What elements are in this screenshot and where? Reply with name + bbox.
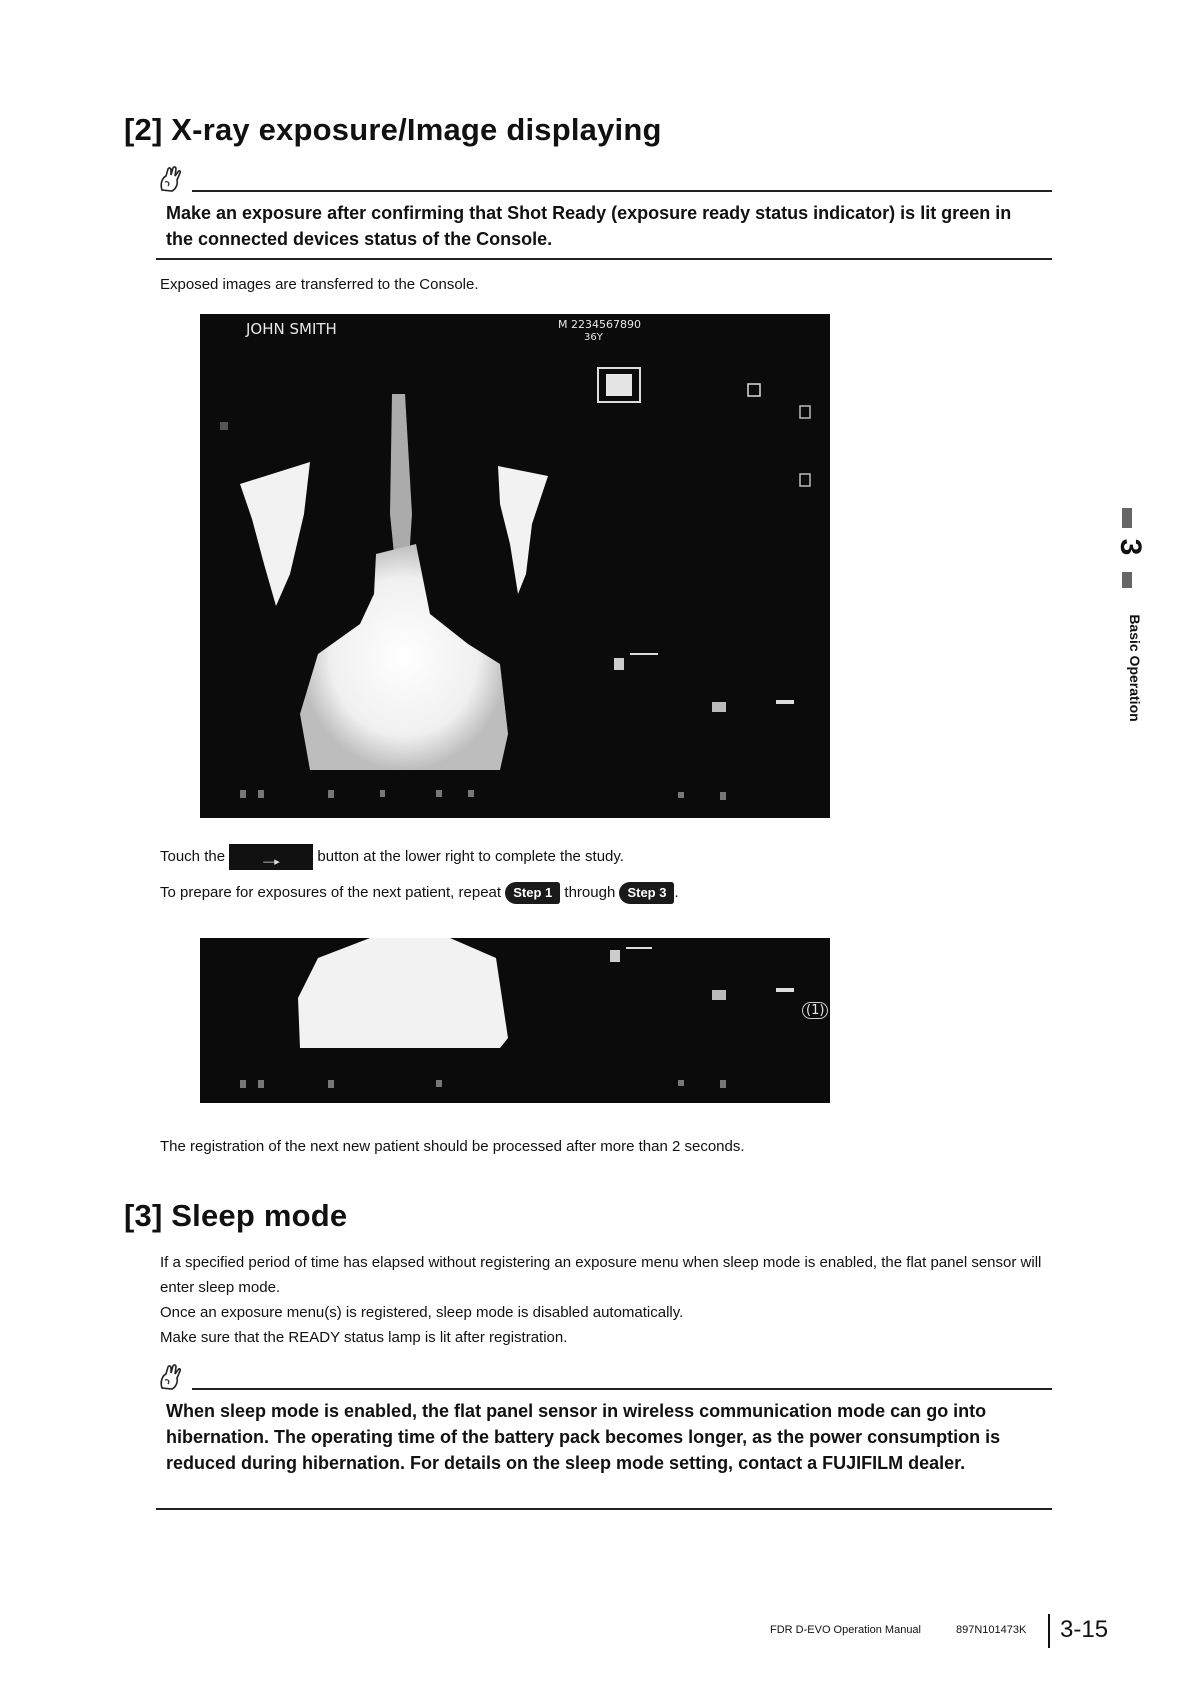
console-screen-2 xyxy=(200,938,830,1103)
sleep-p2: Once an exposure menu(s) is registered, sleep mode is disabled automatically. xyxy=(160,1304,684,1321)
section-3-title: [3] Sleep mode xyxy=(124,1198,348,1233)
touch-suffix: button at the lower right to complete the study. xyxy=(317,848,624,865)
section-2-title: [2] X-ray exposure/Image displaying xyxy=(124,112,662,147)
patient-id: M 2234567890 xyxy=(558,318,641,331)
step1-badge: Step 1 xyxy=(505,882,560,904)
note-top-rule xyxy=(192,1388,1052,1390)
xray-image-cropped xyxy=(200,938,830,1103)
sleep-mode-description xyxy=(160,1250,1060,1350)
footer xyxy=(770,1610,1120,1650)
patient-age: 36Y xyxy=(584,332,603,343)
registration-note: The registration of the next new patient should be processed after more than 2 seconds. xyxy=(160,1138,745,1155)
touch-instruction xyxy=(160,844,624,870)
touch-prefix: Touch the xyxy=(160,848,226,865)
console-screen-1 xyxy=(200,314,830,818)
chapter-tab xyxy=(1114,500,1150,760)
finish-study-button-sample xyxy=(229,844,313,870)
through-text: through xyxy=(564,884,616,901)
note-bottom-rule xyxy=(156,258,1052,260)
chapter-tab-bar-top xyxy=(1122,508,1132,528)
sleep-p1: If a specified period of time has elapsed without registering an exposure menu when sleep mode is enabled, the flat panel sensor will enter sleep mode. xyxy=(160,1254,1042,1296)
hand-note-icon xyxy=(156,1362,186,1392)
note-top-rule xyxy=(192,190,1052,192)
chapter-number: 3 xyxy=(1114,538,1147,556)
note-text: Make an exposure after confirming that Shot Ready (exposure ready status indicator) is lit green in the connected devices status of the Console. xyxy=(166,203,1012,249)
doc-number: 897N101473K xyxy=(956,1624,1027,1636)
note-text: When sleep mode is enabled, the flat panel sensor in wireless communication mode can go into hibernation. The operating time of the battery pack becomes longer, as the power consumption is reduced during hibernation. For details on the sleep mode setting, contact a FUJIFILM dealer. xyxy=(166,1401,1001,1473)
note-bottom-rule xyxy=(156,1508,1052,1510)
repeat-instruction xyxy=(160,880,679,905)
chapter-tab-bar-bottom xyxy=(1122,572,1132,588)
manual-title: FDR D-EVO Operation Manual xyxy=(770,1624,921,1636)
finish-study-icon: ―▸ xyxy=(263,856,280,869)
intro-text: Exposed images are transferred to the Console. xyxy=(160,276,479,293)
finish-study-button[interactable] xyxy=(770,694,804,714)
page-number: 3-15 xyxy=(1060,1616,1109,1643)
exposure-counter: (1) xyxy=(802,1002,828,1019)
period: . xyxy=(674,884,679,901)
footer-divider xyxy=(1048,1614,1050,1648)
patient-name: JOHN SMITH xyxy=(246,320,337,338)
chapter-label: Basic Operation xyxy=(1127,614,1143,722)
sleep-p3: Make sure that the READY status lamp is lit after registration. xyxy=(160,1329,568,1346)
xray-image xyxy=(200,314,830,818)
repeat-prefix: To prepare for exposures of the next patient, repeat xyxy=(160,884,502,901)
hand-note-icon xyxy=(156,164,186,194)
step3-badge: Step 3 xyxy=(619,882,674,904)
